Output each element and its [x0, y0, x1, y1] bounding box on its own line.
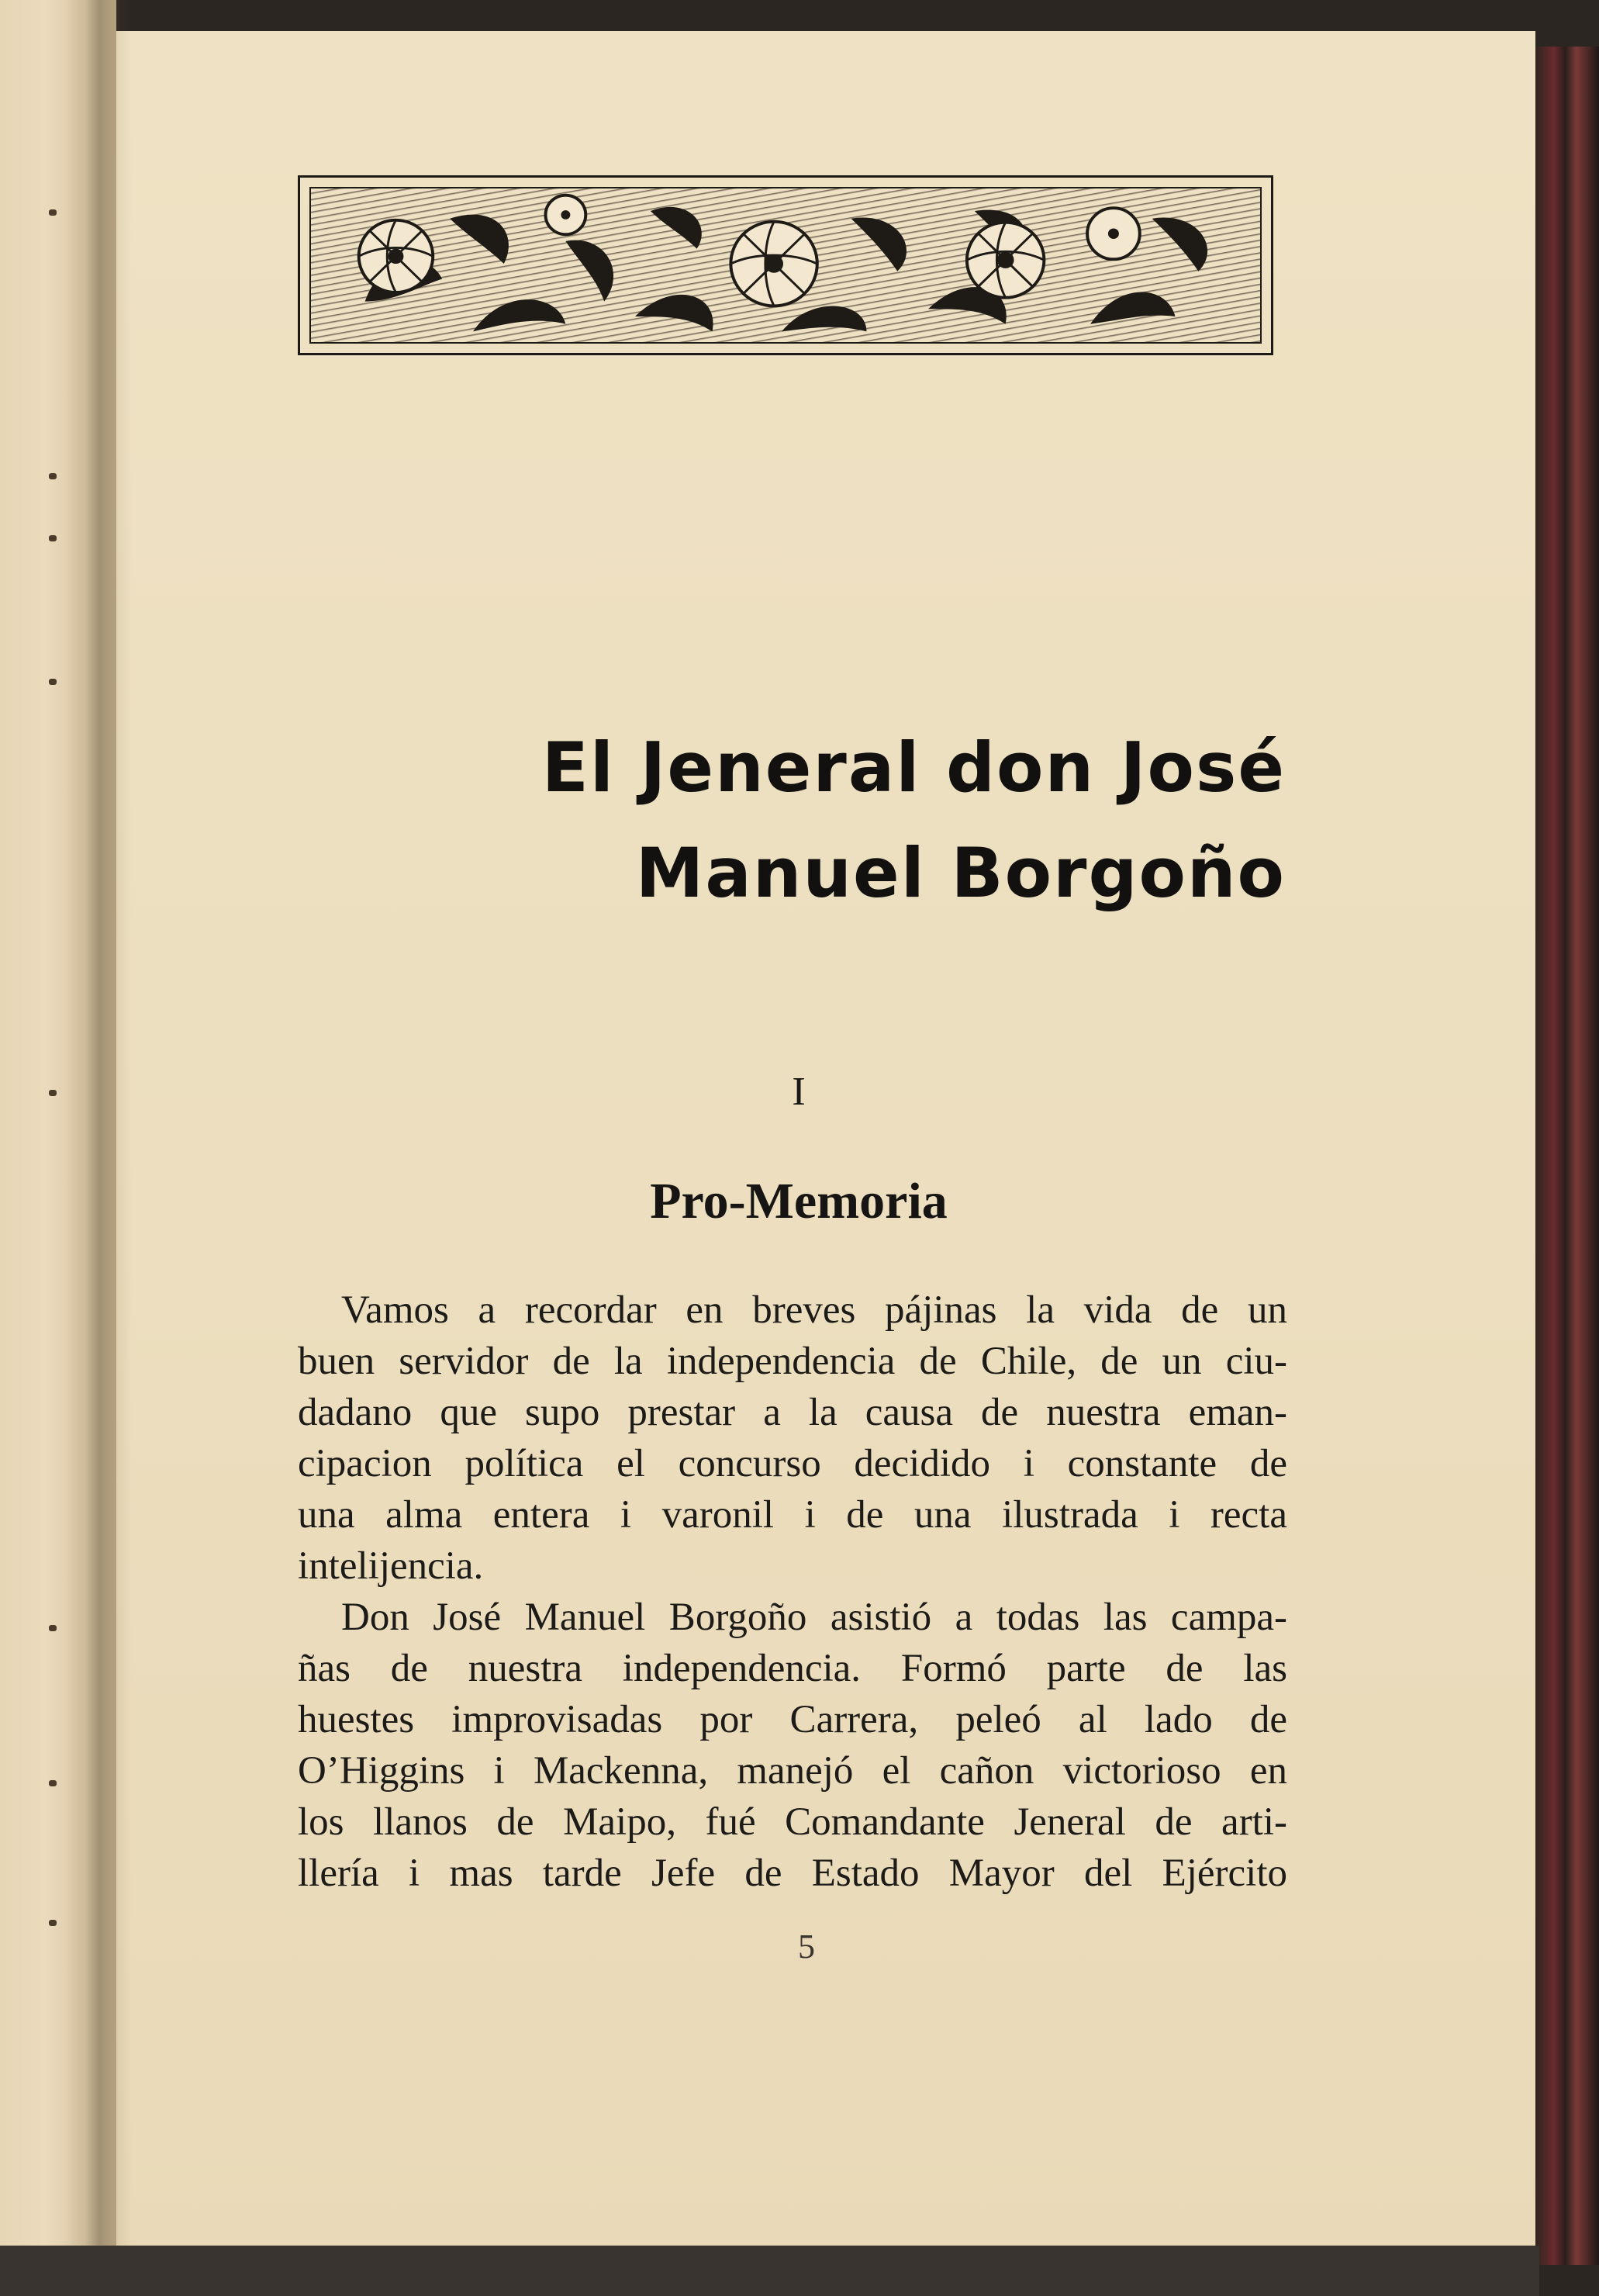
body-line: Don José Manuel Borgoño asistió a todas las campa-	[341, 1596, 1287, 1639]
body-line: ñas de nuestra independencia. Formó parte de las	[298, 1647, 1287, 1690]
page-bottom-edge	[0, 2246, 1539, 2296]
binding-stitch	[49, 1920, 57, 1926]
body-line: dadano que supo prestar a la causa de nuestra eman-	[298, 1391, 1287, 1434]
binding-stitch	[49, 1780, 57, 1786]
body-line: los llanos de Maipo, fué Comandante Jeneral de arti-	[298, 1800, 1287, 1844]
gutter-shadow	[47, 0, 132, 2296]
body-line: O’Higgins i Mackenna, manejó el cañon victorioso en	[298, 1749, 1287, 1793]
body-line: buen servidor de la independencia de Chile, de un ciu-	[298, 1340, 1287, 1383]
binding-stitch	[49, 679, 57, 685]
binding-stitch	[49, 209, 57, 216]
binding-stitch	[49, 1625, 57, 1631]
binding-stitch	[49, 473, 57, 479]
binding-stitch	[49, 535, 57, 541]
body-line: llería i mas tarde Jefe de Estado Mayor del Ejército	[298, 1852, 1287, 1895]
section-title: Pro-Memoria	[650, 1173, 948, 1229]
body-line: una alma entera i varonil i de una ilustrada i recta	[298, 1493, 1287, 1537]
body-line: intelijencia.	[298, 1544, 484, 1588]
flower-pattern-icon	[311, 188, 1260, 342]
page-number: 5	[798, 1928, 815, 1966]
binding-stitch	[49, 1090, 57, 1096]
body-line: huestes improvisadas por Carrera, peleó al lado de	[298, 1698, 1287, 1741]
section-number: I	[792, 1070, 806, 1114]
book-page	[116, 31, 1535, 2273]
body-line: cipacion política el concurso decidido i constante de	[298, 1442, 1287, 1485]
chapter-title-line-2: Manuel Borgoño	[635, 833, 1286, 913]
floral-headpiece	[298, 175, 1273, 355]
body-line: Vamos a recordar en breves pájinas la vida de un	[341, 1288, 1287, 1332]
floral-ornament-band	[309, 187, 1262, 344]
chapter-title-line-1: El Jeneral don José	[541, 728, 1286, 807]
